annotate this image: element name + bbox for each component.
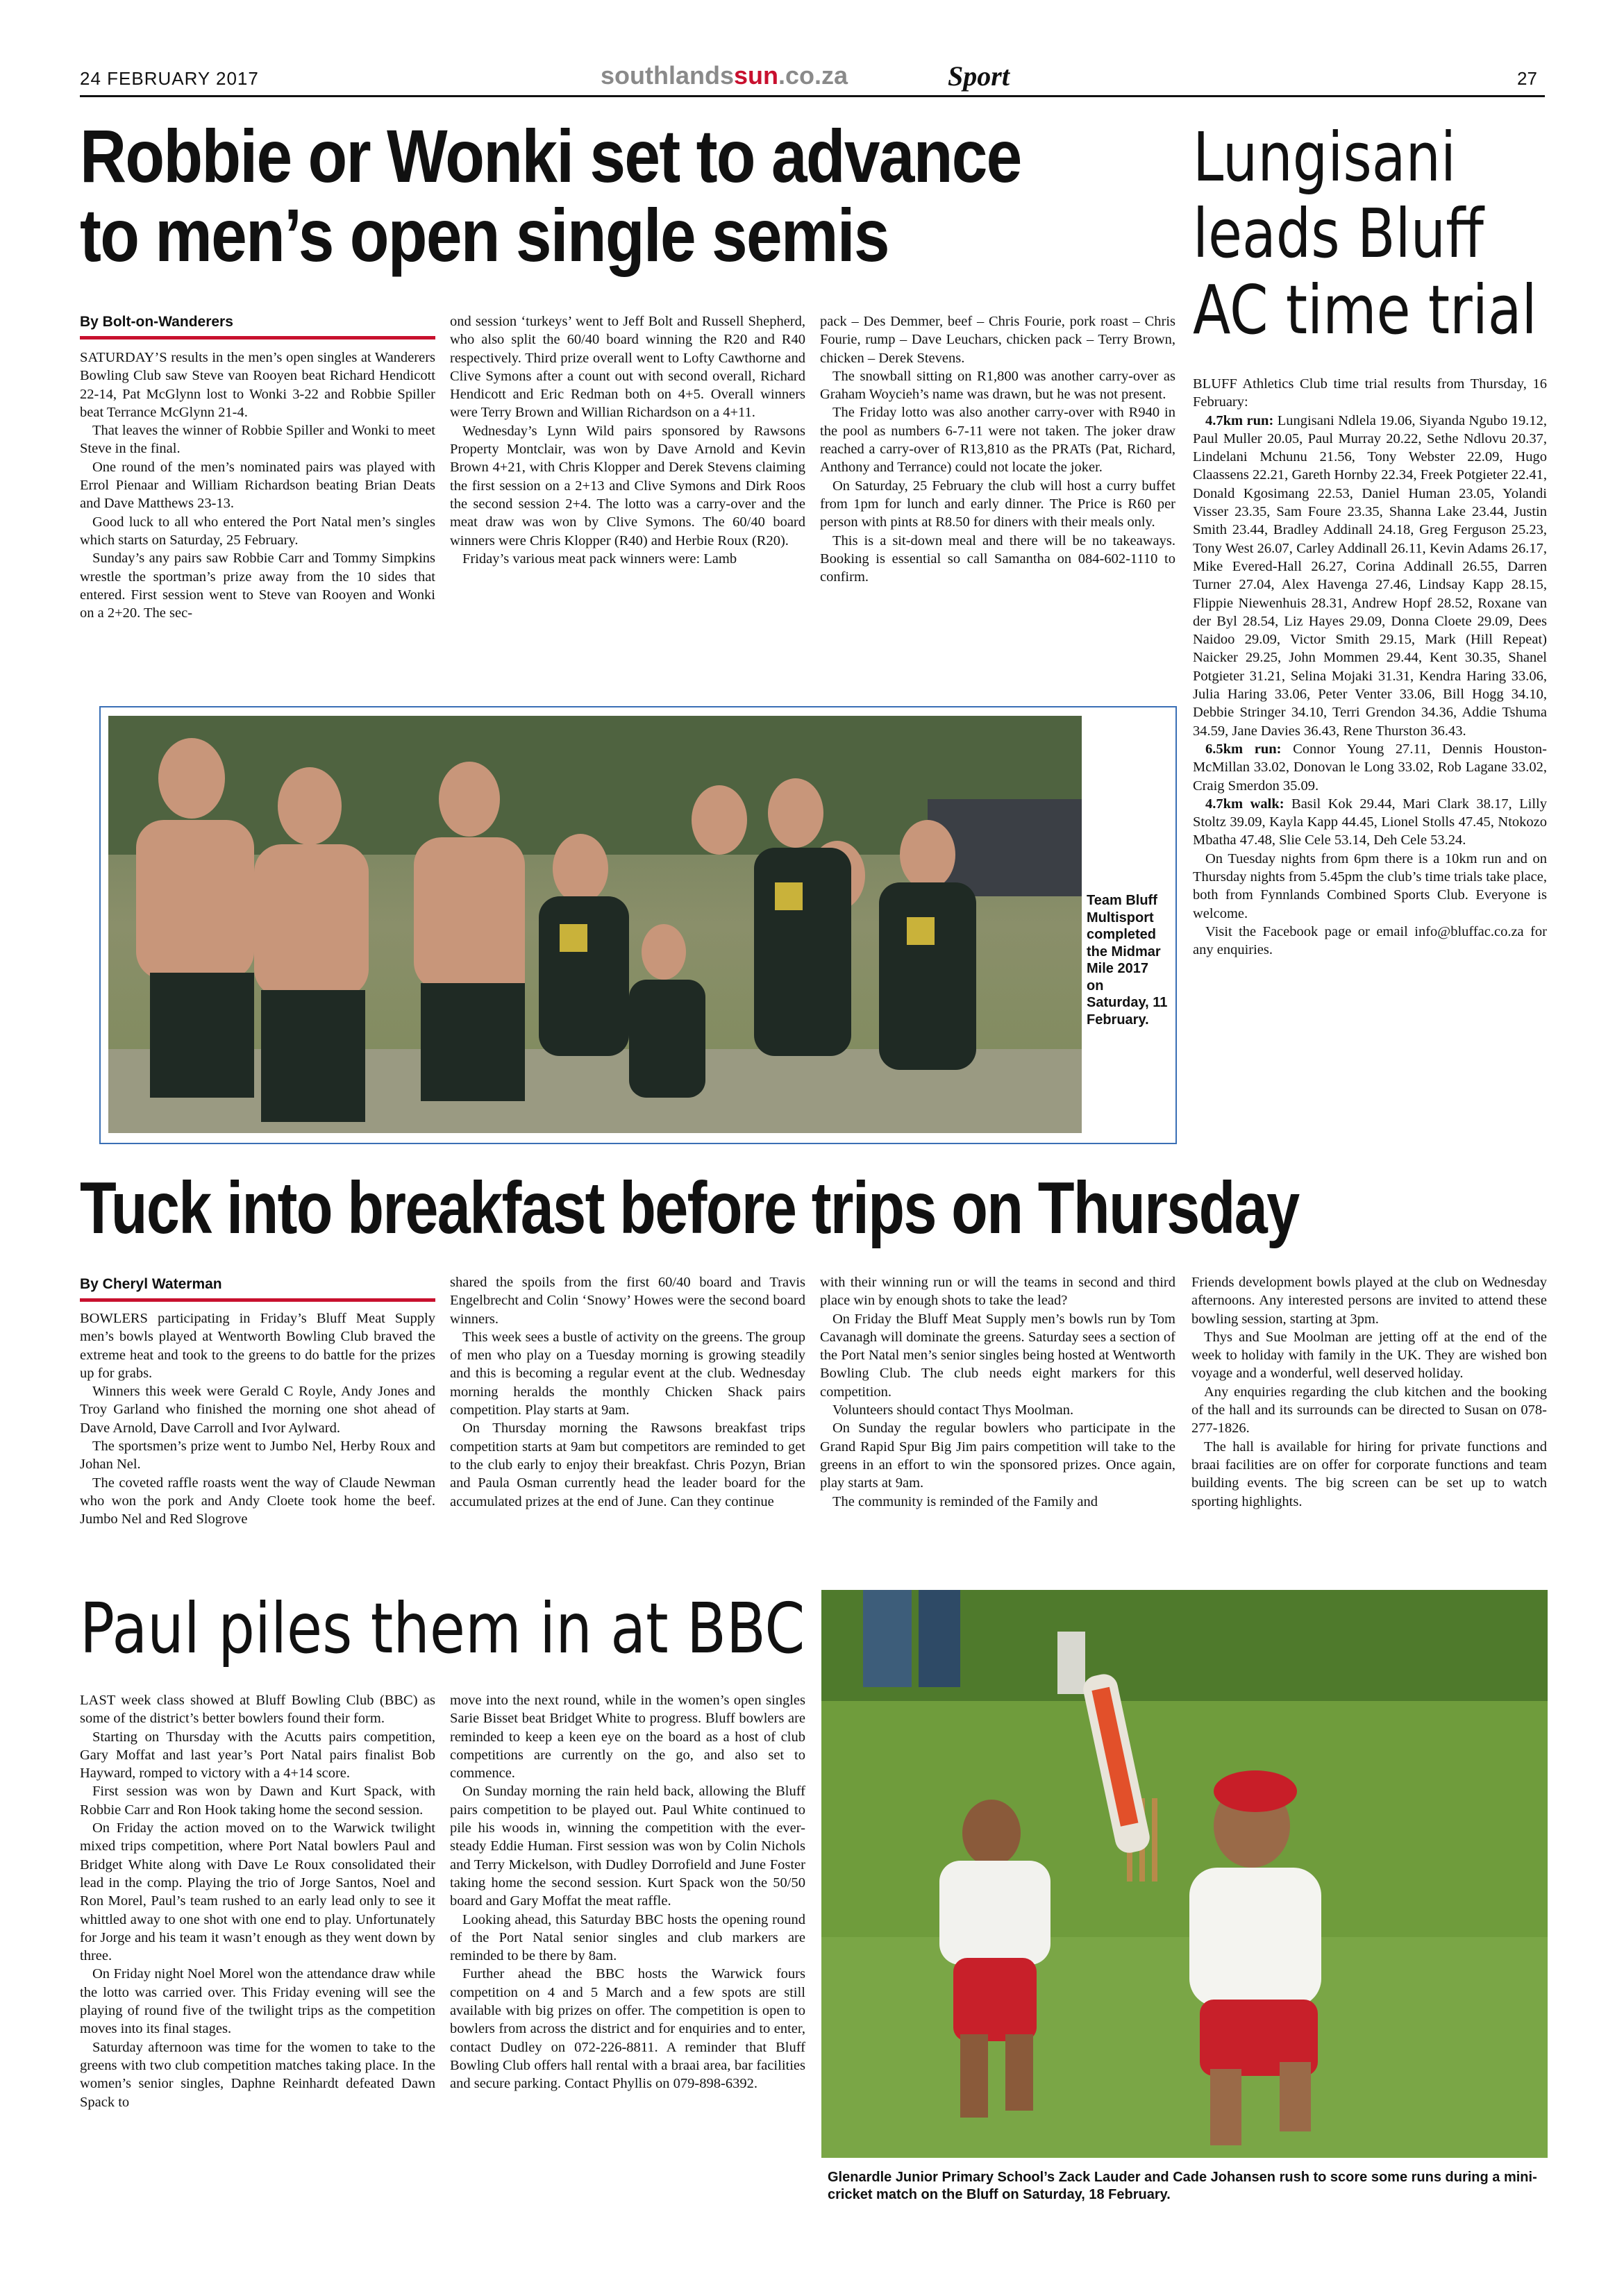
team-photo-frame [99, 706, 1177, 1144]
site-name: southlandssun.co.za [601, 61, 848, 90]
article3-column-3: with their winning run or will the teams in second and third place win by enough shots to take the lead? On Friday the Bluff Meat Supply men’s bowls run by Tom Cavanagh will dominate the greens. Saturday sees a section of the Port Natal men’s senior singles being hosted at Wentworth Bowling Club. The club needs eight markers for this competition. Volunteers should contact Thys Moolman. On Sunday the regular bowlers who participate in the Grand Rapid Spur Big Jim pairs competition will take to the greens in an effort to win the sponsored prizes. Once again, play starts at 9am. The community is reminded of the Family and [820, 1275, 1175, 1509]
article3-column-1: BOWLERS participating in Friday’s Bluff Meat Supply men’s bowls played at Wentworth Bowling Club braved the extreme heat and took to the greens to do battle for the prizes up for grabs. Winners this week were Gerald C Royle, Andy Jones and Troy Garland who finished the morning one shot ahead of Dave Arnold, Dave Carroll and Ivor Aylward. The sportsmen’s prize went to Jumbo Nel, Herby Roux and Johan Nel. The coveted raffle roasts went the way of Claude Newman who won the pork and Andy Cloete took home the beef. Jumbo Nel and Red Slogrove [80, 1311, 435, 1527]
headline-tuck-into-breakfast: Tuck into breakfast before trips on Thursday [80, 1167, 1299, 1249]
run-4-7km-label: 4.7km run: [1205, 412, 1274, 428]
article1-column-1: SATURDAY’S results in the men’s open singles at Wanderers Bowling Club saw Steve van Rooyen beat Richard Hendicott 22-14, Pat McGlynn lost to Wonki 3-22 and Robbie Spiller beat Terrance McGlynn 21-4. That leaves the winner of Robbie Spiller and Wonki to meet Steve in the final. One round of the men’s nominated pairs was played with Errol Pienaar and William Richardson beating Brian Deats and Dave Matthews 23-13. Good luck to all who entered the Port Natal men’s singles which starts on Saturday, 25 February. Sunday’s any pairs saw Robbie Carr and Tommy Simpkins wrestle the sportman’s prize away from the 10 sides that entered. First session went to Steve van Rooyen and Wonki on a 2+20. The sec- [80, 350, 435, 621]
walk-4-7km-label: 4.7km walk: [1205, 796, 1284, 812]
cricket-photo [821, 1590, 1548, 2158]
byline-cheryl-waterman: By Cheryl Waterman [80, 1276, 222, 1292]
article3-column-4: Friends development bowls played at the club on Wednesday afternoons. Any interested persons are invited to attend these bowling session, starting at 3pm. Thys and Sue Moolman are jetting off at the end of the week to holiday with family in the UK. They are wished bon voyage and a wonderful, well deserved holiday. Any enquiries regarding the club kitchen and the booking of the hall and its surrounds can be directed to Susan on 078-277-1826. The hall is available for hiring for private functions and braai facilities are on offer for corporate functions and team building events. The big screen can be set up to watch sporting highlights. [1191, 1275, 1547, 1509]
section-label: Sport [948, 60, 1010, 92]
team-bluff-photo [108, 716, 1082, 1133]
article3-column-2: shared the spoils from the first 60/40 board and Travis Engelbrecht and Colin ‘Snowy’ Howes were the second board winners. This week sees a bustle of activity on the greens. The group of men who play on a Tuesday morning is growing steadily and this is becoming a regular event at the club. Wednesday morning heralds the monthly Chicken Shack pairs competition. Play starts at 9am. On Thursday morning the Rawsons breakfast trips competition starts at 9am but competitors are reminded to get to the club early to enjoy their breakfast. Chris Pozyn, Brian and Paula Osman currently head the leader board for the accumulated prizes at the end of June. Can they continue [450, 1275, 805, 1509]
article1-column-3: pack – Des Demmer, beef – Chris Fourie, pork roast – Chris Fourie, rump – Dave Leuchars, chicken pack – Terry Brown, chicken – Derek Stevens. The snowball sitting on R1,800 was another carry-over as Graham Woycieh’s name was drawn, but he was not present. The Friday lotto was also another carry-over with R940 in the pool as numbers 6-7-11 were not taken. The joker draw reached a carry-over of R13,810 as the PRATs (Pat, Richard, Anthony and Terrance) could not locate the joker. On Saturday, 25 February the club will host a curry buffet from 1pm for lunch and early dinner. The Price is R60 per person with pints at R8.50 for diners with their meals only. This is a sit-down meal and there will be no takeaways. Booking is essential so call Samantha on 084-602-1110 to confirm. [820, 314, 1175, 585]
article4-column-2: move into the next round, while in the women’s open singles Sarie Bisset beat Bridget White to progress. Bluff bowlers are reminded to keep a keen eye on the board as a host of club competitions are currently on the go, and also set to commence. On Sunday morning the rain held back, allowing the Bluff pairs competition to be played out. Paul White continued to pile his woods in, winning the competition with the ever-steady Eddie Human. First session was won by Colin Nichols and Terry Mickelson, with Dudley Dorrofield and June Foster taking home the second session. Kurt Spack won the 50/50 board and Gary Moffat the meat raffle. Looking ahead, this Saturday BBC hosts the opening round of the Port Natal senior singles and club markers are reminded to be there by 8am. Further ahead the BBC hosts the Warwick fours competition on 4 and 5 March and a few spots are still available with big prizes on offer. The competition is open to bowlers from across the district and for enquiries and to enter, contact Dudley on 072-226-8811. A reminder that Bluff Bowling Club offers hall rental with a braai area, bar facilities and secure parking. Contact Phyllis on 079-898-6392. [450, 1693, 805, 2092]
run-6-5km-label: 6.5km run: [1205, 741, 1282, 757]
article4-column-1: LAST week class showed at Bluff Bowling Club (BBC) as some of the district’s better bowlers found their form. Starting on Thursday with the Acutts pairs competition, Gary Moffat and last year’s Port Natal pairs finalist Bob Hayward, romped to victory with a 4+14 score. First session was won by Dawn and Kurt Spack, with Robbie Carr and Ron Hook taking home the second session. On Friday the action moved on to the Warwick twilight mixed trips competition, where Port Natal bowlers Paul and Bridget White along with Dave Le Roux consolidated their lead in the comp. Playing the trio of Jorge Santos, Noel and Ron Morel, Paul’s team rushed to an early lead only to see it whittled away to one shot with one end to play. Unfortunately for Jorge and his team it wasn’t enough as they went down by three. On Friday night Noel Morel won the attendance draw while the lotto was carried over. This Friday evening will see the playing of round five of the twilight trips as the competition moves into its final stages. Saturday afternoon was time for the women to take to the greens with two club competition matches taking place. In the women’s senior singles, Daphne Reinhardt defeated Dawn Spack to [80, 1693, 435, 2110]
byline-rule [80, 336, 435, 340]
headline-paul-piles: Paul piles them in at BBC [80, 1588, 805, 1669]
headline-robbie-wonki: Robbie or Wonki set to advance to men’s open single semis [80, 114, 1021, 277]
byline-bolt-on-wanderers: By Bolt-on-Wanderers [80, 314, 233, 330]
header-rule [80, 95, 1545, 97]
issue-date: 24 FEBRUARY 2017 [80, 68, 259, 89]
team-photo-caption: Team Bluff Multisport completed the Midmar Mile 2017 on Saturday, 11 February. [1087, 893, 1168, 1028]
article1-column-2: ond session ‘turkeys’ went to Jeff Bolt and Russell Shepherd, who also split the 60/40 board winning the R20 and R40 respectively. Third prize overall went to Lofty Cawthorne and Clive Symons after a count out with second overall, Richard Hendicott and Eric Redman both on 4+5. Overall winners were Terry Brown and Willian Richardson on a 4+11. Wednesday’s Lynn Wild pairs sponsored by Rawsons Property Montclair, was won by Dave Arnold and Kevin Brown 4+21, with Chris Klopper and Derek Stevens claiming the first session on a 2+13 and Clive Symons and Dirk Roos the second session 2+4. The lotto was a carry-over and the meat draw was won by Clive Symons. The 60/40 board winners were Chris Klopper (R40) and Herbie Roux (R20). Friday’s various meat pack winners were: Lamb [450, 314, 805, 567]
cricket-photo-caption: Glenardle Junior Primary School’s Zack Lauder and Cade Johansen rush to score some runs during a mini-cricket match on the Bluff on Saturday, 18 February. [828, 2170, 1537, 2202]
byline-rule-2 [80, 1298, 435, 1302]
headline-lungisani: Lungisani leads Bluff AC time trial [1193, 118, 1537, 349]
page-number: 27 [1517, 68, 1537, 89]
article2-column: BLUFF Athletics Club time trial results from Thursday, 16 February: 4.7km run: Lungisani Ndlela 19.06, Siyanda Ngubo 19.12, Paul Muller 20.05, Paul Murray 20.22, Sethe Ndlovu 20.37, Lindelani Mchunu 21.56, Tony Webster 22.09, Hugo Claassens 22.21, Gareth Hornby 22.34, Freek Potgieter 22.41, Donald Kgosimang 22.53, Daniel Human 23.05, Yolandi Visser 23.35, Sam Foure 23.35, Shanna Lake 23.44, Justin Smith 23.44, Bradley Addinall 24.18, Greg Ferguson 25.23, Tony West 26.07, Carley Addinall 26.11, Kevin Adams 26.17, Mike Evered-Hall 26.27, Corina Addinall 26.55, Darren Turner 27.04, Alex Havenga 27.46, Lindsay Kapp 28.15, Flippie Niewenhuis 28.31, Andrew Hopf 28.52, Roxane van der Byl 28.54, Liz Hayes 29.09, Donna Cloete 29.09, Dees Naidoo 29.09, Victor Smith 29.15, Mark (Hill Repeat) Naicker 29.25, John Mommen 29.44, Kent 30.35, Shanel Potgieter 31.21, Selina Mojaki 31.31, Kendra Haring 33.06, Julia Haring 33.06, Peter Venter 33.06, Bill Hogg 34.10, Debbie Stringer 34.10, Terri Grendon 34.36, Addie Tshuma 34.59, Jane Davies 36.43, Rene Thurston 36.43. 6.5km run: Connor Young 27.11, Dennis Houston-McMillan 33.02, Donovan le Long 33.02, Rob Lagane 33.02, Craig Smerdon 35.09. 4.7km walk: Basil Kok 29.44, Mari Clark 38.17, Lilly Stoltz 39.09, Kayla Kapp 44.45, Lionel Stolls 47.45, Ntokozo Mbatha 47.48, Slie Cele 53.14, Deh Cele 53.24. On Tuesday nights from 6pm there is a 10km run and on Thursday nights from 5.45pm the club’s time trials take place, both from Fynnlands Combined Sports Club. Everyone is welcome. Visit the Facebook page or email info@bluffac.co.za for any enquiries. [1193, 376, 1547, 958]
